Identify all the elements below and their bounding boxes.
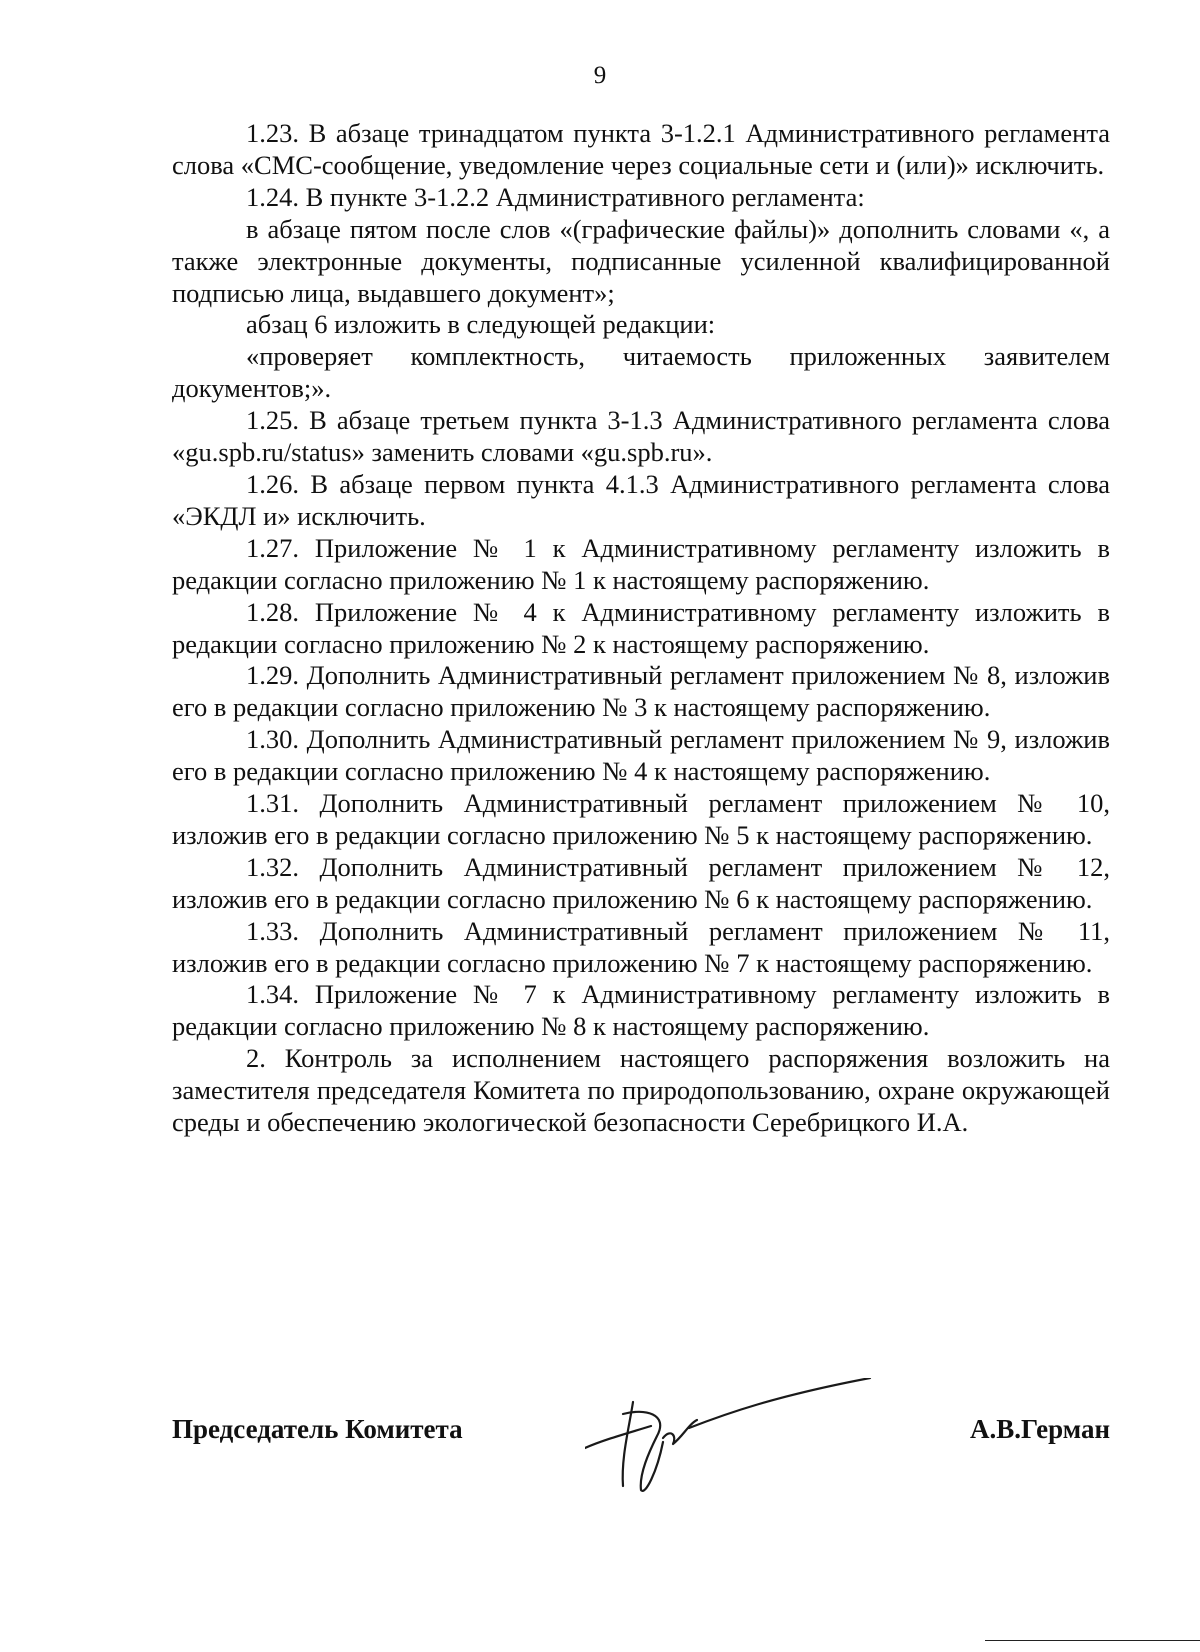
paragraph-1-28: 1.28. Приложение № 4 к Административному регламенту изложить в редакции согласно приложению № 2 к настоящему распоряжению. <box>172 596 1110 659</box>
paragraph-1-29: 1.29. Дополнить Административный регламент приложением № 8, изложив его в редакции согласно приложению № 3 к настоящему распоряжению. <box>172 660 1110 723</box>
paragraph-1-25: 1.25. В абзаце третьем пункта 3-1.3 Административного регламента слова «gu.spb.ru/status» заменить словами «gu.spb.ru». <box>172 405 1110 468</box>
paragraph-2: 2. Контроль за исполнением настоящего распоряжения возложить на заместителя председателя Комитета по природопользованию, охране окружающей среды и обеспечению экологической безопасности Серебрицкого И.А. <box>172 1043 1110 1138</box>
paragraph-1-34: 1.34. Приложение № 7 к Административному регламенту изложить в редакции согласно приложению № 8 к настоящему распоряжению. <box>172 979 1110 1042</box>
paragraph-1-30: 1.30. Дополнить Административный регламент приложением № 9, изложив его в редакции согласно приложению № 4 к настоящему распоряжению. <box>172 724 1110 787</box>
document-body <box>172 118 1110 1139</box>
paragraph-1-24-b: абзац 6 изложить в следующей редакции: <box>246 309 716 340</box>
paragraph-1-32: 1.32. Дополнить Административный регламент приложением № 12, изложив его в редакции согласно приложению № 6 к настоящему распоряжению. <box>172 851 1110 914</box>
paragraph-1-23: 1.23. В абзаце тринадцатом пункта 3-1.2.1 Административного регламента слова «СМС-сообщение, уведомление через социальные сети и (или)» исключить. <box>172 118 1110 180</box>
paragraph-1-33: 1.33. Дополнить Административный регламент приложением № 11, изложив его в редакции согласно приложению № 7 к настоящему распоряжению. <box>172 915 1110 978</box>
signatory-title: Председатель Комитета <box>172 1414 463 1444</box>
handwritten-signature <box>585 1378 875 1498</box>
page-number: 9 <box>593 62 607 89</box>
page-bottom-rule <box>985 1640 1200 1641</box>
paragraph-1-26: 1.26. В абзаце первом пункта 4.1.3 Административного регламента слова «ЭКДЛ и» исключить. <box>172 468 1110 531</box>
signatory-name: А.В.Герман <box>970 1414 1110 1444</box>
paragraph-1-27: 1.27. Приложение № 1 к Административному регламенту изложить в редакции согласно приложению № 1 к настоящему распоряжению. <box>172 532 1110 595</box>
paragraph-1-31: 1.31. Дополнить Административный регламент приложением № 10, изложив его в редакции согласно приложению № 5 к настоящему распоряжению. <box>172 788 1110 850</box>
paragraph-1-24-a: в абзаце пятом после слов «(графические файлы)» дополнить словами «, а также электронные документы, подписанные усиленной квалифицированной подписью лица, выдавшего документ»; <box>172 213 1110 308</box>
paragraph-1-24-c: «проверяет комплектность, читаемость приложенных заявителем документов;». <box>172 341 1110 404</box>
paragraph-1-24: 1.24. В пункте 3-1.2.2 Административного регламента: <box>246 181 865 212</box>
